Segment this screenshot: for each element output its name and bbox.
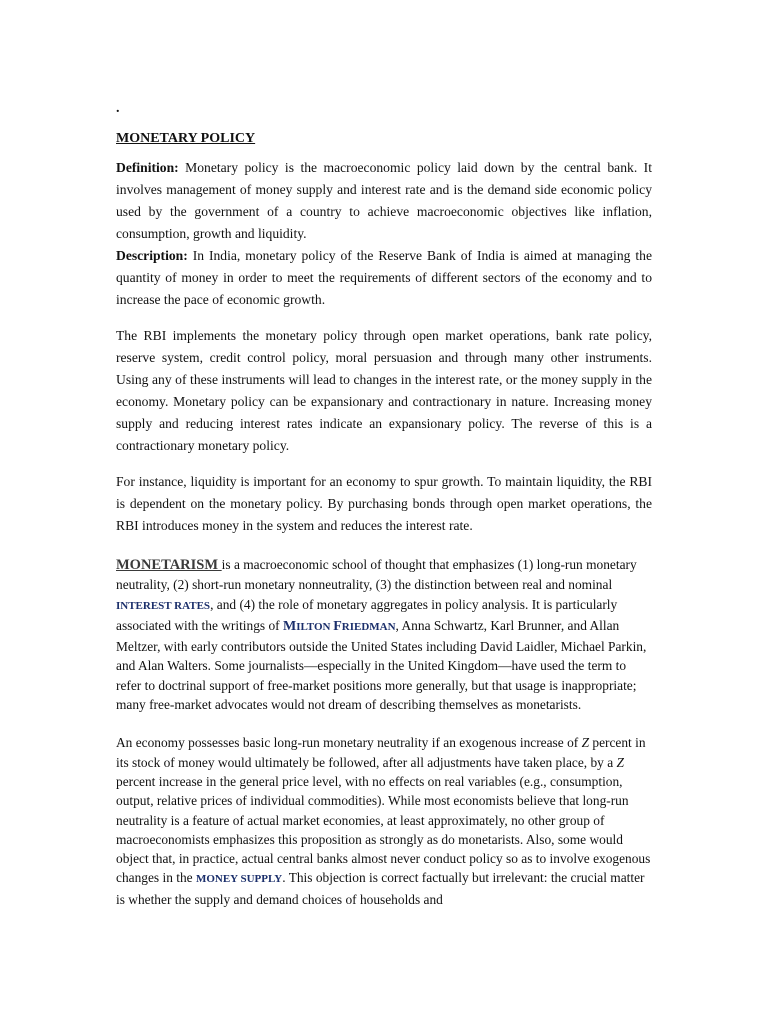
monetarism-text-2: , and (4) the role of monetary aggregates in policy analysis. It is particularly associated with the writings of — [116, 596, 618, 633]
z-variable: Z — [581, 735, 590, 751]
page-title: MONETARY POLICY — [116, 131, 256, 146]
neutrality-paragraph — [116, 733, 652, 909]
liquidity-paragraph: For instance, liquidity is important for an economy to spur growth. To maintain liquidity, the RBI is dependent on the monetary policy. By purchasing bonds through open market operations, the RBI introduces money in the system and reduces the interest rate. — [116, 474, 652, 533]
monetarism-paragraph — [116, 555, 652, 714]
description-text: In India, monetary policy of the Reserve Bank of India is aimed at managing the quantity of money in order to meet the requirements of different sectors of the economy and to increase the pace of economic growth. — [116, 248, 652, 307]
definition-text: Monetary policy is the macroeconomic policy laid down by the central bank. It involves management of money supply and interest rate and is the demand side economic policy used by the government of a country to achieve macroeconomic objectives like inflation, consumption, growth and liquidity. — [116, 160, 652, 241]
interest-rates-link[interactable]: INTEREST RATES — [116, 599, 211, 612]
definition-paragraph — [116, 157, 652, 245]
description-paragraph — [116, 245, 652, 311]
neutrality-text-3: percent increase in the general price level, with no effects on real variables (e.g., consumption, output, relative prices of individual commodities). While most economists believe that long-run neutrality is a feature of actual market economies, at least approximately, no other group of macroeconomists emphasizes this proposition as strongly as do monetarists. Also, some would object that, in practice, actual central banks almost never conduct policy so as to involve exogenous changes in the — [116, 773, 651, 886]
milton-friedman-link[interactable]: MILTON FRIEDMAN — [282, 618, 396, 634]
neutrality-text-2: percent in its stock of money would ultimately be followed, after all adjustments have taken place, by a — [116, 735, 646, 770]
monetarism-text-1: is a macroeconomic school of thought that emphasizes (1) long-run monetary neutrality, (2) short-run monetary nonneutrality, (3) the distinction between real and nominal — [116, 557, 637, 593]
z-variable: Z — [616, 754, 624, 770]
neutrality-text-1: An economy possesses basic long-run monetary neutrality if an exogenous increase of — [116, 735, 582, 751]
monetarism-heading: MONETARISM — [116, 557, 222, 573]
monetarism-text-3: , Anna Schwartz, Karl Brunner, and Allan Meltzer, with early contributors outside the United States including David Laidler, Michael Parkin, and Alan Walters. Some journalists—especially in the United Kingdom—have used the term to refer to doctrinal support of free-market positions more generally, but that usage is inappropriate; many free-market advocates would not dream of describing themselves as monetarists. — [116, 617, 647, 713]
neutrality-text-4: . This objection is correct factually but irrelevant: the crucial matter is whether the supply and demand choices of households and — [116, 870, 645, 907]
definition-label: Definition: — [116, 160, 179, 175]
money-supply-link[interactable]: MONEY SUPPLY — [195, 873, 283, 886]
rbi-paragraph: The RBI implements the monetary policy through open market operations, bank rate policy, reserve system, credit control policy, moral persuasion and through many other instruments. Using any of these instruments will lead to changes in the interest rate, or the money supply in the economy. Monetary policy can be expansionary and contractionary in nature. Increasing money supply and reducing interest rates indicate an expansionary policy. The reverse of this is a contractionary monetary policy. — [116, 328, 652, 453]
leading-dot: . — [116, 101, 120, 116]
description-label: Description: — [116, 248, 188, 263]
